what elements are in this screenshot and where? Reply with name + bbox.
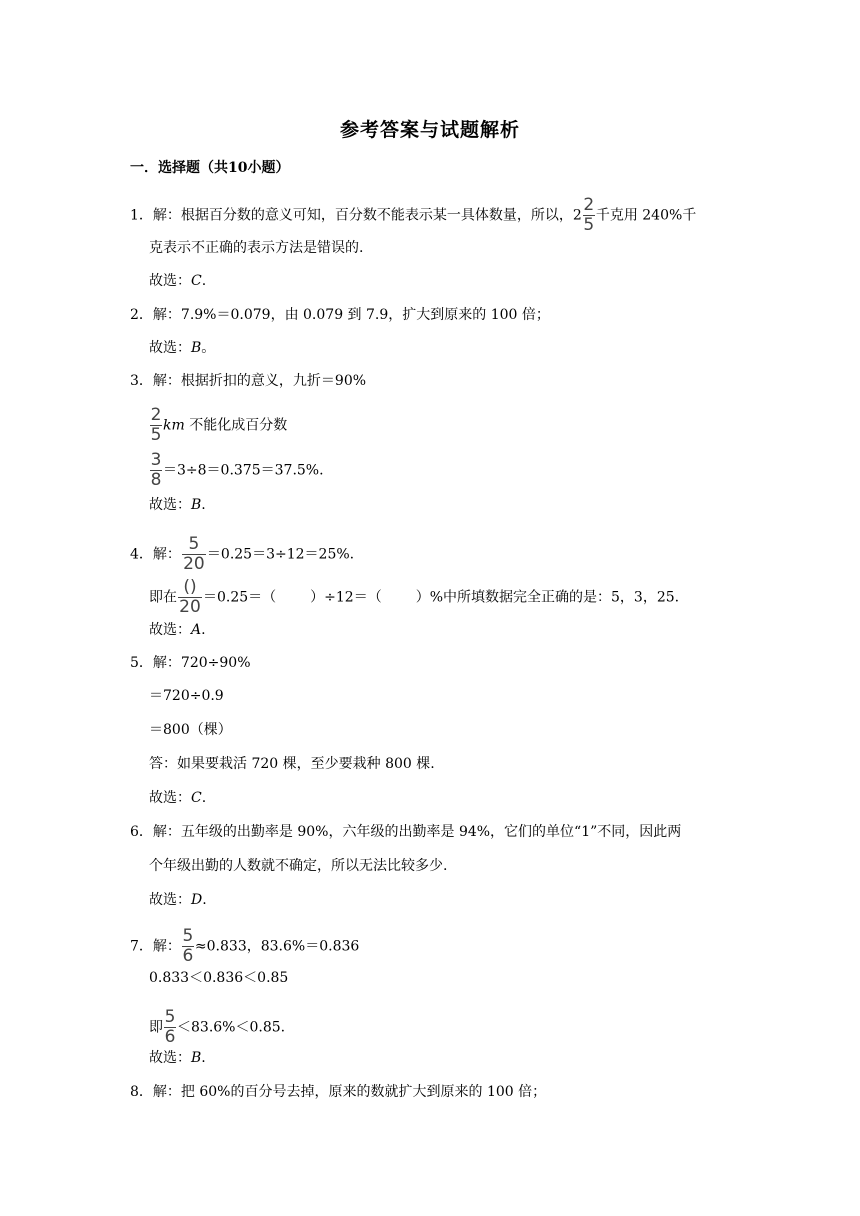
q1-number: 1． xyxy=(130,207,153,224)
q1-line2: 克表示不正确的表示方法是错误的. xyxy=(149,240,364,256)
q6-answer-label: 故选： xyxy=(149,892,191,908)
q8-text: 解：把 60%的百分号去掉，原来的数就扩大到原来的 100 倍； xyxy=(152,1084,547,1100)
q2-answer-end: 。 xyxy=(201,340,216,356)
q1-answer-end: . xyxy=(201,273,207,289)
q6-answer-choice: D xyxy=(191,892,203,908)
q3-fraction-1-denominator: 5 xyxy=(150,425,162,445)
q5-line1 xyxy=(130,653,251,673)
q3-fraction-1 xyxy=(150,407,162,444)
q1-fraction xyxy=(583,197,595,234)
q3-unit: km xyxy=(163,417,185,434)
q5-line4: 答：如果要栽活 720 棵，至少要栽种 800 棵. xyxy=(149,756,435,772)
q3-text: 解：根据折扣的意义，九折＝90% xyxy=(152,373,367,389)
q4-line2-b: ）÷12＝（ xyxy=(310,589,382,606)
q3-fraction-2-denominator: 8 xyxy=(150,470,162,490)
q7-fraction-2-denominator: 6 xyxy=(164,1027,176,1047)
q1-text-pre: 解：根据百分数的意义可知，百分数不能表示某一具体数量，所以，2 xyxy=(152,207,582,224)
q7-line2: 0.833＜0.836＜0.85 xyxy=(149,970,289,986)
q3-fraction-2-numerator: 3 xyxy=(150,450,162,470)
q7-fraction-1 xyxy=(182,928,194,965)
q2-answer-choice: B xyxy=(191,340,202,356)
q7-line3-post: ＜83.6%＜0.85. xyxy=(177,1019,286,1036)
q1-answer xyxy=(149,271,206,291)
q4-line2-c: ）%中所填数据完全正确的是：5，3，25. xyxy=(415,589,680,606)
q3-line3 xyxy=(149,452,324,489)
q1-fraction-numerator: 2 xyxy=(583,195,595,215)
q6-line1 xyxy=(130,822,681,842)
q4-line2 xyxy=(149,579,679,616)
q4-answer-end: . xyxy=(201,622,206,638)
q6-answer-end: . xyxy=(202,892,207,908)
q3-answer-end: . xyxy=(201,497,206,513)
q7-fraction-2-numerator: 5 xyxy=(164,1007,176,1027)
q4-answer-label: 故选： xyxy=(149,622,191,638)
q1-line1 xyxy=(130,197,696,234)
page-title: 参考答案与试题解析 xyxy=(339,119,520,141)
q7-line3 xyxy=(149,1009,285,1046)
q7-fraction-1-numerator: 5 xyxy=(182,926,194,946)
q1-fraction-denominator: 5 xyxy=(583,215,595,235)
q6-answer xyxy=(149,890,207,910)
q2-number: 2． xyxy=(130,307,153,323)
q7-line3-pre: 即 xyxy=(149,1019,163,1036)
q3-answer-label: 故选： xyxy=(149,497,191,513)
q3-line3-text: ＝3÷8＝0.375＝37.5%. xyxy=(163,462,324,479)
q7-fraction-1-denominator: 6 xyxy=(182,946,194,966)
q4-line1 xyxy=(130,536,354,573)
q8-number: 8． xyxy=(130,1084,153,1100)
q7-answer-choice: B xyxy=(191,1050,202,1066)
q5-number: 5． xyxy=(130,655,153,671)
q3-answer-choice: B xyxy=(191,497,202,513)
q5-text: 解：720÷90% xyxy=(152,655,251,671)
q5-line2: ＝720÷0.9 xyxy=(149,688,224,704)
q4-fraction-1 xyxy=(182,536,206,573)
q1-answer-label: 故选： xyxy=(149,273,191,289)
q7-fraction-2 xyxy=(164,1009,176,1046)
q7-answer-label: 故选： xyxy=(149,1050,191,1066)
q4-fraction-1-denominator: 20 xyxy=(183,554,205,574)
q2-answer xyxy=(149,338,215,358)
q4-text-post: ＝0.25＝3÷12＝25%. xyxy=(206,546,355,563)
q2-line1 xyxy=(130,305,550,325)
q5-answer-end: . xyxy=(201,790,207,806)
q7-text-post: ≈0.833，83.6%＝0.836 xyxy=(194,938,360,955)
q4-answer-choice: A xyxy=(191,622,202,638)
q4-line2-pre: 即在 xyxy=(149,589,177,606)
q4-number: 4． xyxy=(130,546,153,563)
q7-answer xyxy=(149,1048,206,1068)
q7-line1 xyxy=(130,928,359,965)
q3-line2 xyxy=(149,407,287,444)
q3-line2-text: 不能化成百分数 xyxy=(184,417,288,434)
q5-answer-choice: C xyxy=(191,790,202,806)
q3-answer xyxy=(149,495,206,515)
q7-text-pre: 解： xyxy=(152,938,181,955)
q4-answer xyxy=(149,620,206,640)
q2-text: 解：7.9%＝0.079，由 0.079 到 7.9，扩大到原来的 100 倍； xyxy=(152,307,550,323)
q4-fraction-2-denominator: 20 xyxy=(179,597,201,617)
q6-text: 解：五年级的出勤率是 90%，六年级的出勤率是 94%，它们的单位“1”不同，因此两 xyxy=(152,824,682,840)
q5-line3: ＝800（棵） xyxy=(149,722,232,738)
q4-text-pre: 解： xyxy=(152,546,181,563)
q3-line1 xyxy=(130,371,366,391)
section-heading: 一．选择题（共10小题） xyxy=(130,160,290,176)
q5-answer-label: 故选： xyxy=(149,790,191,806)
q3-fraction-2 xyxy=(150,452,162,489)
q4-fraction-1-numerator: 5 xyxy=(188,534,200,554)
q4-fraction-2 xyxy=(178,579,202,616)
q3-fraction-1-numerator: 2 xyxy=(150,405,162,425)
q5-answer xyxy=(149,788,206,808)
q8-line1 xyxy=(130,1082,546,1102)
q6-number: 6． xyxy=(130,824,153,840)
q1-answer-choice: C xyxy=(191,273,202,289)
q6-line2: 个年级出勤的人数就不确定，所以无法比较多少. xyxy=(149,858,448,874)
q7-answer-end: . xyxy=(201,1050,206,1066)
q3-number: 3． xyxy=(130,373,153,389)
q4-fraction-2-numerator: () xyxy=(183,577,197,597)
q1-text-post: 千克用 240%千 xyxy=(595,207,697,224)
q2-answer-label: 故选： xyxy=(149,340,191,356)
q4-line2-a: ＝0.25＝（ xyxy=(203,589,277,606)
q7-number: 7． xyxy=(130,938,153,955)
